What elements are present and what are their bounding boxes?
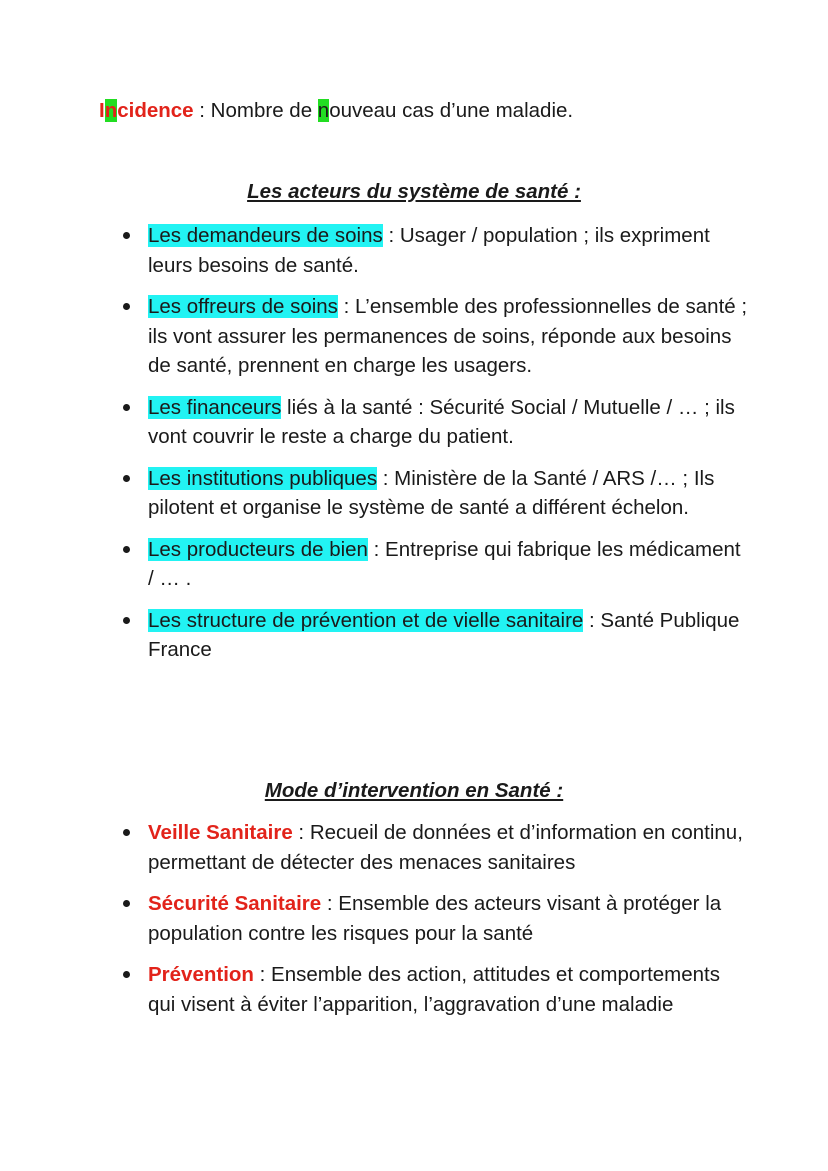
incidence-term <box>99 99 194 122</box>
term-rest: cidence <box>117 99 194 122</box>
definition-text-after: ouveau cas d’une maladie. <box>329 99 574 122</box>
item-term: Veille Sanitaire <box>148 821 293 844</box>
section2-heading: Mode d’intervention en Santé : <box>264 779 564 802</box>
term-highlighted-letter: n <box>104 99 118 122</box>
list-item <box>148 464 748 523</box>
list-item <box>148 292 748 381</box>
bullet-icon <box>123 475 130 482</box>
definition-text-before: : Nombre de <box>193 99 318 122</box>
item-text: : Ensemble des acteurs visant à protéger la population contre les risques pour la santé <box>148 892 722 945</box>
bullet-icon <box>123 404 130 411</box>
item-text: : L’ensemble des professionnelles de santé ; ils vont assurer les permanences de soins, réponde aux besoins de santé, prennent en charge les usagers. <box>148 295 748 377</box>
bullet-icon <box>123 829 130 836</box>
bullet-icon <box>123 900 130 907</box>
actors-list <box>148 221 748 665</box>
incidence-definition <box>99 97 573 125</box>
list-item <box>148 889 748 948</box>
bullet-icon <box>123 617 130 624</box>
bullet-icon <box>123 303 130 310</box>
intervention-list <box>148 818 748 1019</box>
item-text: : Entreprise qui fabrique les médicament / … . <box>148 537 741 590</box>
bullet-icon <box>123 232 130 239</box>
section1-heading: Les acteurs du système de santé : <box>247 180 581 203</box>
item-term: Les offreurs de soins <box>148 295 338 318</box>
item-text: : Ensemble des action, attitudes et comportements qui visent à éviter l’apparition, l’aggravation d’une maladie <box>148 963 720 1016</box>
item-term: Prévention <box>148 963 254 986</box>
item-text: : Santé Publique France <box>148 608 740 661</box>
item-term: Les institutions publiques <box>148 466 378 490</box>
list-item <box>148 960 748 1019</box>
item-term: Les structure de prévention et de vielle sanitaire <box>148 608 584 632</box>
definition-highlighted-letter: n <box>317 99 330 122</box>
list-item <box>148 221 748 280</box>
list-item <box>148 393 748 452</box>
item-text: liés à la santé : Sécurité Social / Mutuelle / … ; ils vont couvrir le reste a charge du patient. <box>148 395 735 448</box>
list-item <box>148 535 748 594</box>
list-item <box>148 606 748 665</box>
item-term: Les demandeurs de soins <box>148 224 383 247</box>
item-term: Sécurité Sanitaire <box>148 892 322 915</box>
bullet-icon <box>123 971 130 978</box>
item-text: : Ministère de la Santé / ARS /… ; Ils pilotent et organise le système de santé a différent échelon. <box>148 466 715 519</box>
list-item <box>148 818 748 877</box>
item-text: : Recueil de données et d’information en continu, permettant de détecter des menaces sanitaires <box>148 821 743 874</box>
item-term: Les producteurs de bien <box>148 537 368 561</box>
bullet-icon <box>123 546 130 553</box>
item-text: : Usager / population ; ils expriment leurs besoins de santé. <box>148 224 710 277</box>
term-first-letter: I <box>99 99 105 122</box>
item-term: Les financeurs <box>148 395 282 419</box>
